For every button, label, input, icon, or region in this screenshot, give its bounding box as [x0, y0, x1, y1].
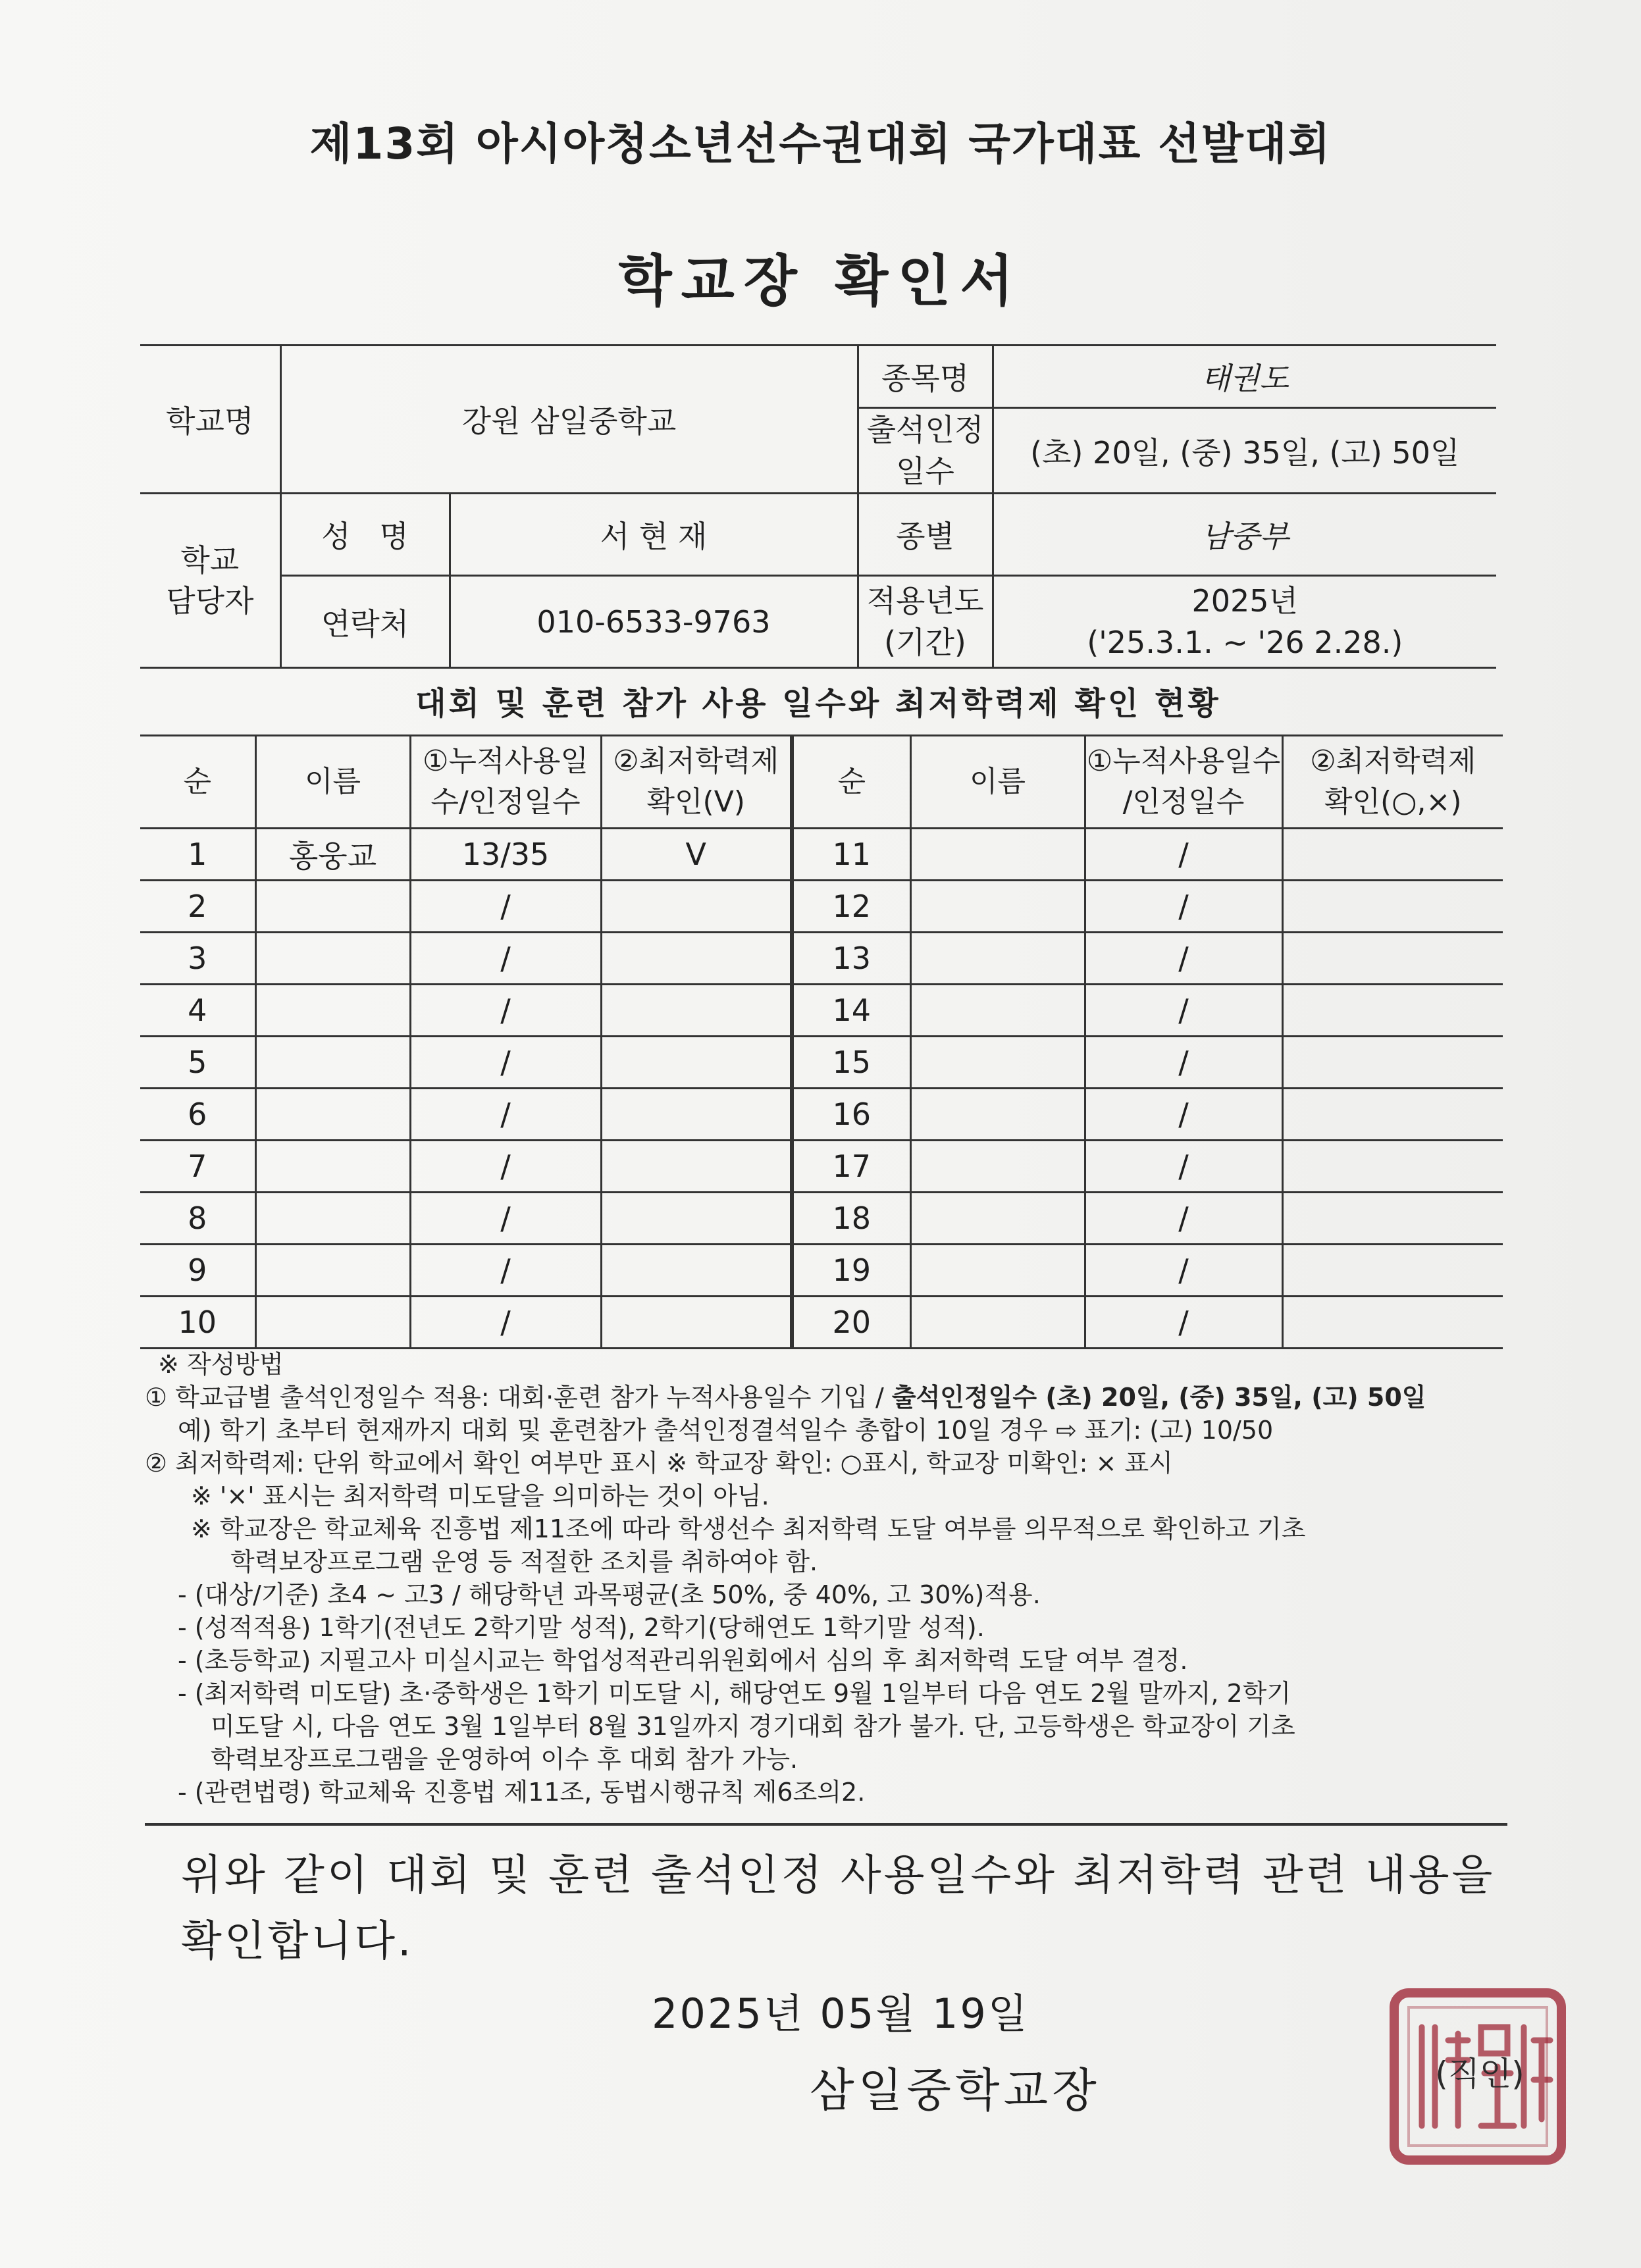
table-row — [140, 1037, 1503, 1089]
row-check — [1282, 1037, 1503, 1089]
note-1-text: ① 학교급별 출석인정일수 적용: 대회·훈련 참가 누적사용일수 기입 / — [145, 1383, 892, 1412]
contact-label: 연락처 — [280, 576, 450, 668]
event-label: 종목명 — [858, 346, 993, 408]
row-no: 17 — [792, 1141, 910, 1193]
row-check — [601, 1193, 792, 1245]
row-name — [910, 1089, 1085, 1141]
bullet-not-reached: - (최저학력 미도달) 초·중학생은 1학기 미도달 시, 해당연도 9월 1일부터 다음 연도 2월 말까지, 2학기 — [178, 1679, 1291, 1708]
row-no: 9 — [140, 1245, 255, 1297]
row-no: 11 — [792, 829, 910, 881]
year-label-line2: (기간) — [884, 624, 966, 660]
row-name — [910, 881, 1085, 933]
row-no: 4 — [140, 985, 255, 1037]
confirmation-text — [181, 1843, 1498, 1974]
row-name — [255, 985, 410, 1037]
note-2-duty: ※ 학교장은 학교체육 진흥법 제11조에 따라 학생선수 최저학력 도달 여부를 의무적으로 확인하고 기초 — [191, 1514, 1306, 1543]
note-1 — [145, 1381, 1514, 1414]
info-table — [140, 344, 1496, 669]
bullet-grades: - (성적적용) 1학기(전년도 2학기말 성적), 2학기(당해연도 1학기말 성적). — [178, 1613, 985, 1642]
header-days-right-line1: ①누적사용일수 — [1086, 744, 1281, 779]
row-name — [910, 1297, 1085, 1349]
seal-mark-text: (직인) — [1435, 2055, 1524, 2093]
bullet-not-reached-cont2: 학력보장프로그램을 운영하여 이수 후 대회 참가 가능. — [211, 1745, 798, 1774]
notes-heading: ※ 작성방법 — [158, 1350, 284, 1379]
row-days: / — [410, 1193, 601, 1245]
row-no: 15 — [792, 1037, 910, 1089]
header-days-left-line2: 수/인정일수 — [430, 785, 581, 819]
row-no: 13 — [792, 933, 910, 985]
row-check — [1282, 933, 1503, 985]
year-value — [993, 576, 1496, 668]
row-days: / — [410, 933, 601, 985]
note-2-remark: ※ '×' 표시는 최저학력 미도달을 의미하는 것이 아님. — [191, 1482, 769, 1510]
bullet-elementary: - (초등학교) 지필고사 미실시교는 학업성적관리위원회에서 심의 후 최저학력 도달 여부 결정. — [178, 1646, 1188, 1675]
row-name — [910, 1245, 1085, 1297]
table-row — [140, 985, 1503, 1037]
row-days: / — [410, 1245, 601, 1297]
row-days: / — [1085, 829, 1282, 881]
row-name — [255, 1089, 410, 1141]
row-days: 13/35 — [410, 829, 601, 881]
row-no: 12 — [792, 881, 910, 933]
row-days: / — [410, 985, 601, 1037]
row-days: / — [410, 1141, 601, 1193]
row-name — [910, 1037, 1085, 1089]
row-check — [1282, 1089, 1503, 1141]
row-check — [1282, 1245, 1503, 1297]
document-title: 학교장 확인서 — [618, 249, 1023, 313]
row-name — [255, 933, 410, 985]
row-check — [601, 1089, 792, 1141]
row-name — [910, 985, 1085, 1037]
row-no: 1 — [140, 829, 255, 881]
header-name-left: 이름 — [255, 736, 410, 829]
contact-value: 010-6533-9763 — [450, 576, 858, 668]
principal-name: 삼일중학교장 — [810, 2063, 1101, 2117]
table-row — [140, 1245, 1503, 1297]
row-check — [601, 1245, 792, 1297]
row-name — [255, 1245, 410, 1297]
row-check: V — [601, 829, 792, 881]
section-title: 대회 및 훈련 참가 사용 일수와 최저학력제 확인 현황 — [415, 685, 1221, 722]
participation-table — [140, 735, 1503, 1349]
header-no-right: 순 — [792, 736, 910, 829]
manager-label — [140, 494, 280, 668]
school-value: 강원 삼일중학교 — [280, 346, 858, 494]
row-check — [601, 1141, 792, 1193]
row-days: / — [1085, 985, 1282, 1037]
row-days: / — [1085, 1037, 1282, 1089]
table-row — [140, 1297, 1503, 1349]
header-days-right-line2: /인정일수 — [1122, 785, 1245, 819]
header-min-left — [601, 736, 792, 829]
school-label: 학교명 — [140, 346, 280, 494]
row-no: 3 — [140, 933, 255, 985]
table-row — [140, 933, 1503, 985]
confirmation-line1: 위와 같이 대회 및 훈련 출석인정 사용일수와 최저학력 관련 내용을 — [181, 1851, 1496, 1900]
bullet-target: - (대상/기준) 초4 ~ 고3 / 해당학년 과목평균(초 50%, 중 40%, 고 30%)적용. — [178, 1580, 1041, 1609]
row-no: 16 — [792, 1089, 910, 1141]
row-no: 5 — [140, 1037, 255, 1089]
row-name — [910, 1193, 1085, 1245]
header-min-right — [1282, 736, 1503, 829]
category-label: 종별 — [858, 494, 993, 576]
name-label: 성 명 — [280, 494, 450, 576]
header-days-left — [410, 736, 601, 829]
note-2-duty-cont: 학력보장프로그램 운영 등 적절한 조치를 취하여야 함. — [230, 1547, 818, 1576]
row-days: / — [410, 1089, 601, 1141]
row-check — [1282, 881, 1503, 933]
table-row — [140, 1089, 1503, 1141]
row-days: / — [410, 881, 601, 933]
year-value-line2: ('25.3.1. ~ '26 2.28.) — [1087, 624, 1403, 660]
row-name — [255, 1193, 410, 1245]
note-1-example: 예) 학기 초부터 현재까지 대회 및 훈련참가 출석인정결석일수 총합이 10일 경우 ⇨ 표기: (고) 10/50 — [178, 1416, 1274, 1445]
row-check — [601, 985, 792, 1037]
row-days: / — [410, 1297, 601, 1349]
table-row — [140, 881, 1503, 933]
instructions — [145, 1348, 1514, 1809]
year-label — [858, 576, 993, 668]
row-name — [255, 1037, 410, 1089]
row-check — [601, 1297, 792, 1349]
row-days: / — [1085, 881, 1282, 933]
table-row — [140, 1193, 1503, 1245]
row-name — [255, 1141, 410, 1193]
row-days: / — [1085, 1089, 1282, 1141]
attendance-value: (초) 20일, (중) 35일, (고) 50일 — [993, 408, 1496, 494]
row-name — [910, 933, 1085, 985]
header-min-left-line2: 확인(V) — [646, 785, 745, 819]
header-days-left-line1: ①누적사용일 — [423, 744, 588, 779]
row-days: / — [1085, 933, 1282, 985]
divider — [145, 1823, 1507, 1826]
official-seal-stamp — [1382, 1981, 1573, 2172]
row-days: / — [1085, 1141, 1282, 1193]
row-check — [601, 933, 792, 985]
event-title: 제13회 아시아청소년선수권대회 국가대표 선발대회 — [309, 118, 1332, 169]
row-name — [255, 1297, 410, 1349]
header-name-right: 이름 — [910, 736, 1085, 829]
row-check — [1282, 829, 1503, 881]
row-no: 2 — [140, 881, 255, 933]
header-days-right — [1085, 736, 1282, 829]
attendance-label-line2: 일수 — [896, 453, 954, 489]
event-value: 태권도 — [993, 346, 1496, 408]
row-name: 홍웅교 — [255, 829, 410, 881]
row-no: 10 — [140, 1297, 255, 1349]
bullet-not-reached-cont1: 미도달 시, 다음 연도 3월 1일부터 8월 31일까지 경기대회 참가 불가. 단, 고등학생은 학교장이 기초 — [211, 1712, 1295, 1741]
manager-label-line1: 학교 — [180, 542, 240, 578]
row-no: 7 — [140, 1141, 255, 1193]
note-1-bold: 출석인정일수 (초) 20일, (중) 35일, (고) 50일 — [891, 1383, 1426, 1412]
attendance-label-line1: 출석인정 — [866, 412, 984, 448]
note-2: ② 최저학력제: 단위 학교에서 확인 여부만 표시 ※ 학교장 확인: ○표시, 학교장 미확인: × 표시 — [145, 1449, 1173, 1478]
attendance-label — [858, 408, 993, 494]
row-check — [1282, 1193, 1503, 1245]
row-no: 8 — [140, 1193, 255, 1245]
row-check — [1282, 1297, 1503, 1349]
row-no: 6 — [140, 1089, 255, 1141]
header-min-right-line1: ②최저학력제 — [1310, 744, 1476, 779]
row-days: / — [1085, 1245, 1282, 1297]
row-days: / — [1085, 1297, 1282, 1349]
table-row — [140, 1141, 1503, 1193]
row-name — [910, 1141, 1085, 1193]
row-check — [1282, 1141, 1503, 1193]
table-row — [140, 829, 1503, 881]
bullet-law: - (관련법령) 학교체육 진흥법 제11조, 동법시행규칙 제6조의2. — [178, 1778, 866, 1807]
row-check — [601, 1037, 792, 1089]
row-check — [1282, 985, 1503, 1037]
confirmation-line2: 확인합니다. — [181, 1917, 414, 1966]
header-no-left: 순 — [140, 736, 255, 829]
row-no: 20 — [792, 1297, 910, 1349]
issue-date: 2025년 05월 19일 — [652, 1990, 1029, 2038]
year-value-line1: 2025년 — [1191, 583, 1298, 619]
row-days: / — [1085, 1193, 1282, 1245]
row-name — [255, 881, 410, 933]
manager-label-line2: 담당자 — [166, 583, 254, 619]
category-value: 남중부 — [993, 494, 1496, 576]
name-value: 서 현 재 — [450, 494, 858, 576]
row-no: 18 — [792, 1193, 910, 1245]
header-min-right-line2: 확인(○,×) — [1324, 785, 1462, 819]
row-check — [601, 881, 792, 933]
row-no: 14 — [792, 985, 910, 1037]
row-no: 19 — [792, 1245, 910, 1297]
row-name — [910, 829, 1085, 881]
year-label-line1: 적용년도 — [866, 583, 984, 619]
row-days: / — [410, 1037, 601, 1089]
header-min-left-line1: ②최저학력제 — [613, 744, 779, 779]
